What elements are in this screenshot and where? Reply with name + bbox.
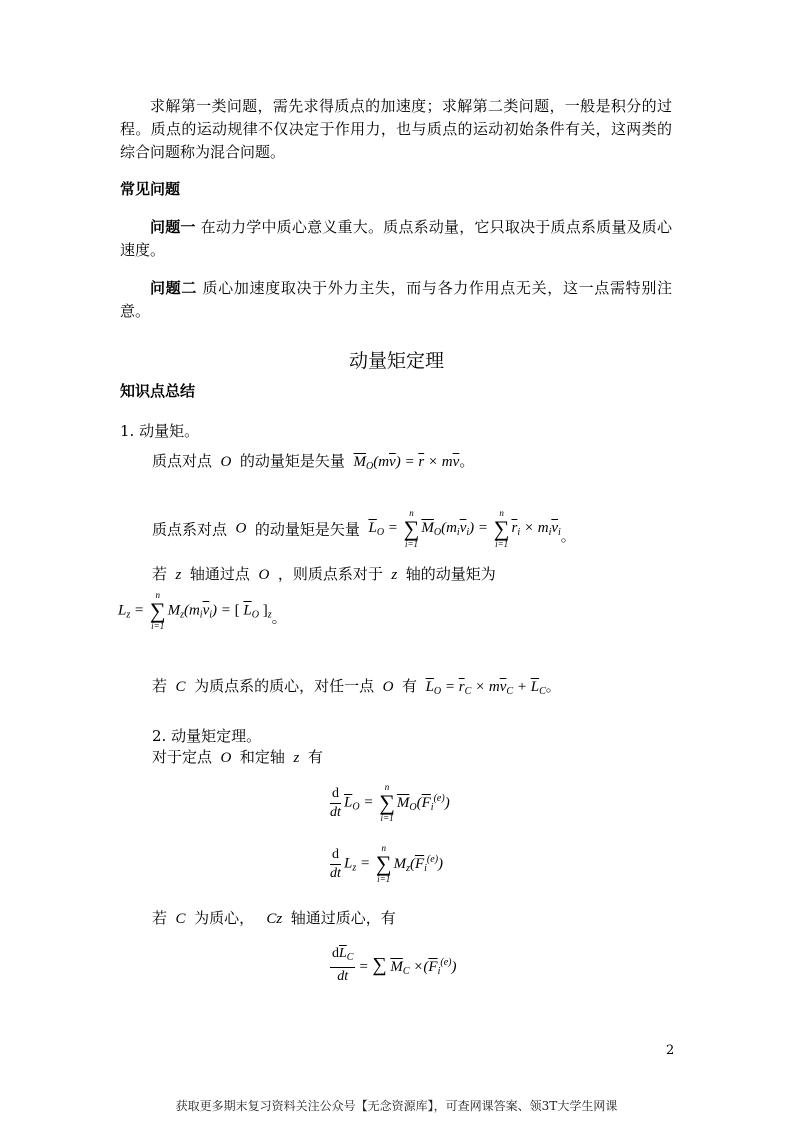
axis-text-c: ，则质点系对于	[277, 565, 383, 583]
fixed-text-b: 和定轴	[239, 748, 285, 766]
fixed-text-c: 有	[307, 748, 323, 766]
particle-momentum-formula: $\overline{M}_O(m\overline{v}) = \overline{r} \times m\overline{v}$	[353, 454, 460, 472]
point-o: O	[378, 679, 398, 695]
item-two-heading: 2. 动量矩定理。	[152, 727, 262, 745]
item-one-heading: 1. 动量矩。	[120, 422, 200, 440]
problem-one-label: 问题一	[150, 218, 196, 236]
center-of-mass-line	[152, 675, 561, 697]
axis-z: z	[387, 567, 401, 583]
particle-text: 质点对点	[152, 452, 213, 470]
axis-text-a: 若	[152, 565, 168, 583]
center-momentum-formula: $\overline{L}_O = \overline{r}_C \times m\overline{v}_C + \overline{L}_C$	[425, 679, 546, 697]
theorem-formula-center: $\frac{d\overline{L}_C}{dt}$ = ∑ $\overline{M}_C \times(\overline{F}_i^{(e)})$	[332, 946, 457, 984]
footer-notice: 获取更多期末复习资料关注公众号【无念资源库】，可查网课答案、领3T大学生网课	[175, 1099, 618, 1113]
theorem-formula-axis: $\frac{d}{dt}$ $L_z$ = n ∑ i=1 $M_z(\overline{F}_i^{(e)})$	[330, 843, 444, 884]
axis-cz: Cz	[258, 911, 286, 927]
axis-text-b: 轴通过点	[189, 565, 250, 583]
point-c: C	[171, 911, 190, 927]
axis-z: z	[171, 567, 186, 583]
problem-two-paragraph	[120, 277, 672, 323]
lz-formula: $L_z$ = n ∑ i=1 $M_z(m_i\overline{v}_i)$ = [ $\overline{L}_O$ ]$_z$。	[118, 590, 287, 631]
axis-z: z	[289, 750, 304, 766]
point-o: O	[216, 750, 236, 766]
fixed-text-a: 对于定点	[152, 748, 213, 766]
center-text-b: 为质点系的质心，对任一点	[194, 677, 375, 695]
intro-paragraph: 求解第一类问题，需先求得质点的加速度；求解第二类问题，一般是积分的过程。质点的运动规律不仅决定于作用力，也与质点的运动初始条件有关，这两类的综合问题称为混合问题。	[120, 97, 672, 161]
period: 。	[459, 452, 475, 470]
point-o: O	[254, 567, 274, 583]
center-theorem-line	[152, 907, 396, 928]
system-momentum-formula: $\overline{L}_O$ = n ∑ i=1 $\overline{M}_O(m_i\overline{v}_i)$ = n ∑ i=1 $\overline{r}_i \times m_i\overline{v}_i$	[368, 508, 561, 549]
cm-text-c: 轴通过质心，有	[290, 909, 396, 927]
cm-text-b: 为质心，	[194, 909, 255, 927]
problem-one-text: 在动力学中质心意义重大。质点系动量，它只取决于质点系质量及质心速度。	[120, 218, 672, 259]
period: 。	[545, 677, 561, 695]
fixed-point-line	[152, 746, 323, 767]
summary-heading: 知识点总结	[120, 382, 196, 400]
particle-momentum-line	[152, 450, 474, 472]
axis-z-line	[152, 563, 496, 584]
center-text-c: 有	[402, 677, 418, 695]
section-title: 动量矩定理	[348, 350, 444, 372]
axis-text-d: 轴的动量矩为	[405, 565, 496, 583]
problem-two-text: 质心加速度取决于外力主失，而与各力作用点无关，这一点需特别注意。	[120, 279, 672, 320]
point-c: C	[171, 679, 190, 695]
point-o: O	[216, 454, 236, 470]
point-o: O	[231, 520, 251, 537]
center-text-a: 若	[152, 677, 168, 695]
system-momentum-line	[152, 508, 576, 550]
period: 。	[560, 527, 576, 545]
period: 。	[271, 610, 287, 627]
cm-text-a: 若	[152, 909, 168, 927]
particle-tail-text: 的动量矩是矢量	[239, 452, 345, 470]
common-problems-heading: 常见问题	[120, 180, 181, 198]
theorem-formula-point: $\frac{d}{dt}$ $\overline{L}_O$ = n ∑ i=1 $\overline{M}_O(\overline{F}_i^{(e)})$	[330, 782, 450, 823]
system-tail-text: 的动量矩是矢量	[254, 520, 360, 539]
problem-two-label: 问题二	[150, 279, 198, 297]
page-number: 2	[666, 1043, 675, 1058]
system-text: 质点系对点	[152, 520, 228, 539]
problem-one-paragraph	[120, 216, 672, 262]
